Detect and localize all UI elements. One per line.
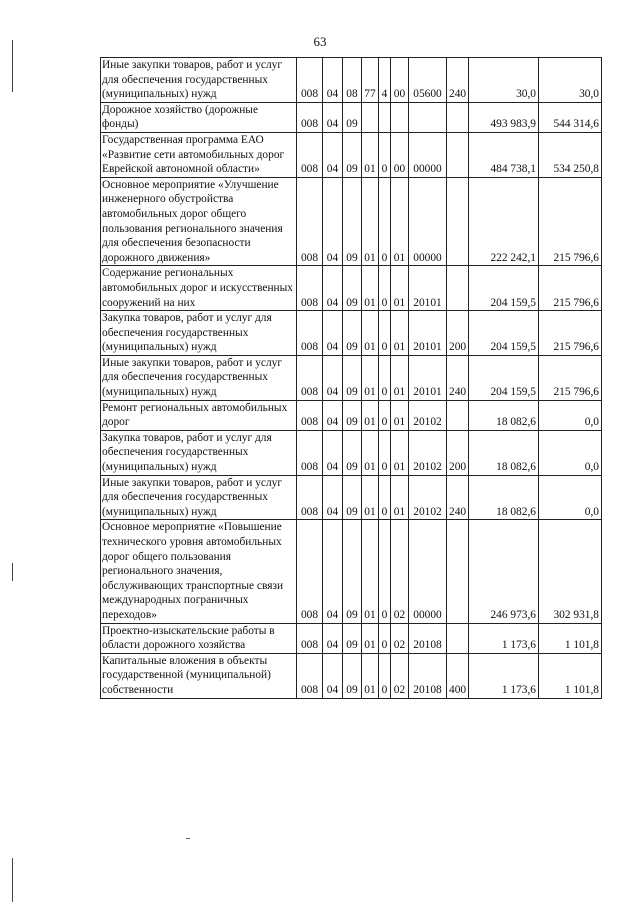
item-code-cell: 00000 bbox=[409, 132, 447, 177]
ministry-code-cell: 008 bbox=[297, 623, 323, 653]
item-code-cell bbox=[409, 102, 447, 132]
subsection-code-cell: 09 bbox=[343, 132, 362, 177]
ministry-code-cell: 008 bbox=[297, 266, 323, 311]
row-name-cell: Иные закупки товаров, работ и услуг для обеспечения государственных (муниципальных) нужд bbox=[101, 58, 297, 103]
item-code-cell: 20108 bbox=[409, 623, 447, 653]
amount-year-1-cell: 1 173,6 bbox=[469, 623, 539, 653]
program-code-cell: 01 bbox=[362, 475, 379, 520]
amount-year-1-cell: 204 159,5 bbox=[469, 311, 539, 356]
table-row bbox=[101, 102, 602, 132]
amount-year-2-cell: 215 796,6 bbox=[539, 266, 602, 311]
left-margin-line bbox=[12, 40, 13, 92]
table-row bbox=[101, 311, 602, 356]
row-name-cell: Государственная программа ЕАО «Развитие сети автомобильных дорог Еврейской автономной области» bbox=[101, 132, 297, 177]
section-code-cell: 04 bbox=[323, 623, 343, 653]
subprogram-code-cell: 0 bbox=[379, 430, 391, 475]
budget-table bbox=[100, 57, 602, 699]
table-row bbox=[101, 623, 602, 653]
amount-year-2-cell: 302 931,8 bbox=[539, 520, 602, 623]
table-row bbox=[101, 132, 602, 177]
item-code-cell: 20101 bbox=[409, 266, 447, 311]
ministry-code-cell: 008 bbox=[297, 520, 323, 623]
program-code-cell: 01 bbox=[362, 623, 379, 653]
table-row bbox=[101, 266, 602, 311]
expense-type-cell bbox=[447, 623, 469, 653]
expense-type-cell: 400 bbox=[447, 653, 469, 698]
program-code-cell: 01 bbox=[362, 311, 379, 356]
program-code-cell: 77 bbox=[362, 58, 379, 103]
subsection-code-cell: 08 bbox=[343, 58, 362, 103]
row-name-cell: Закупка товаров, работ и услуг для обеспечения государственных (муниципальных) нужд bbox=[101, 430, 297, 475]
amount-year-1-cell: 484 738,1 bbox=[469, 132, 539, 177]
row-name-cell: Ремонт региональных автомобильных дорог bbox=[101, 400, 297, 430]
block-code-cell: 01 bbox=[391, 177, 409, 266]
expense-type-cell bbox=[447, 132, 469, 177]
subprogram-code-cell: 0 bbox=[379, 400, 391, 430]
amount-year-1-cell: 246 973,6 bbox=[469, 520, 539, 623]
subprogram-code-cell: 0 bbox=[379, 266, 391, 311]
subsection-code-cell: 09 bbox=[343, 430, 362, 475]
program-code-cell: 01 bbox=[362, 132, 379, 177]
block-code-cell: 01 bbox=[391, 475, 409, 520]
expense-type-cell: 240 bbox=[447, 355, 469, 400]
subprogram-code-cell bbox=[379, 102, 391, 132]
subprogram-code-cell: 0 bbox=[379, 520, 391, 623]
subsection-code-cell: 09 bbox=[343, 400, 362, 430]
section-code-cell: 04 bbox=[323, 475, 343, 520]
block-code-cell bbox=[391, 102, 409, 132]
row-name-cell: Иные закупки товаров, работ и услуг для обеспечения государственных (муниципальных) нужд bbox=[101, 355, 297, 400]
amount-year-2-cell: 0,0 bbox=[539, 430, 602, 475]
subsection-code-cell: 09 bbox=[343, 102, 362, 132]
section-code-cell: 04 bbox=[323, 430, 343, 475]
table-row bbox=[101, 355, 602, 400]
ministry-code-cell: 008 bbox=[297, 58, 323, 103]
amount-year-1-cell: 204 159,5 bbox=[469, 266, 539, 311]
item-code-cell: 00000 bbox=[409, 520, 447, 623]
item-code-cell: 20108 bbox=[409, 653, 447, 698]
subprogram-code-cell: 0 bbox=[379, 177, 391, 266]
item-code-cell: 20102 bbox=[409, 430, 447, 475]
expense-type-cell: 240 bbox=[447, 475, 469, 520]
left-margin-line bbox=[12, 563, 13, 581]
block-code-cell: 01 bbox=[391, 400, 409, 430]
program-code-cell: 01 bbox=[362, 177, 379, 266]
amount-year-2-cell: 1 101,8 bbox=[539, 623, 602, 653]
block-code-cell: 01 bbox=[391, 430, 409, 475]
ministry-code-cell: 008 bbox=[297, 355, 323, 400]
ministry-code-cell: 008 bbox=[297, 132, 323, 177]
subprogram-code-cell: 0 bbox=[379, 132, 391, 177]
expense-type-cell bbox=[447, 177, 469, 266]
amount-year-1-cell: 18 082,6 bbox=[469, 475, 539, 520]
row-name-cell: Иные закупки товаров, работ и услуг для обеспечения государственных (муниципальных) нужд bbox=[101, 475, 297, 520]
amount-year-2-cell: 544 314,6 bbox=[539, 102, 602, 132]
expense-type-cell bbox=[447, 102, 469, 132]
amount-year-1-cell: 222 242,1 bbox=[469, 177, 539, 266]
item-code-cell: 20102 bbox=[409, 400, 447, 430]
table-row bbox=[101, 177, 602, 266]
subsection-code-cell: 09 bbox=[343, 355, 362, 400]
subprogram-code-cell: 0 bbox=[379, 355, 391, 400]
block-code-cell: 02 bbox=[391, 520, 409, 623]
subsection-code-cell: 09 bbox=[343, 653, 362, 698]
row-name-cell: Дорожное хозяйство (дорожные фонды) bbox=[101, 102, 297, 132]
table-row bbox=[101, 520, 602, 623]
ministry-code-cell: 008 bbox=[297, 475, 323, 520]
program-code-cell: 01 bbox=[362, 355, 379, 400]
ministry-code-cell: 008 bbox=[297, 653, 323, 698]
subprogram-code-cell: 0 bbox=[379, 623, 391, 653]
section-code-cell: 04 bbox=[323, 520, 343, 623]
section-code-cell: 04 bbox=[323, 102, 343, 132]
block-code-cell: 01 bbox=[391, 311, 409, 356]
subprogram-code-cell: 0 bbox=[379, 653, 391, 698]
item-code-cell: 20101 bbox=[409, 311, 447, 356]
ministry-code-cell: 008 bbox=[297, 311, 323, 356]
program-code-cell: 01 bbox=[362, 520, 379, 623]
subsection-code-cell: 09 bbox=[343, 475, 362, 520]
expense-type-cell: 200 bbox=[447, 311, 469, 356]
section-code-cell: 04 bbox=[323, 311, 343, 356]
amount-year-1-cell: 30,0 bbox=[469, 58, 539, 103]
amount-year-2-cell: 215 796,6 bbox=[539, 311, 602, 356]
subsection-code-cell: 09 bbox=[343, 266, 362, 311]
amount-year-2-cell: 215 796,6 bbox=[539, 177, 602, 266]
amount-year-2-cell: 534 250,8 bbox=[539, 132, 602, 177]
ministry-code-cell: 008 bbox=[297, 400, 323, 430]
table-row bbox=[101, 475, 602, 520]
amount-year-1-cell: 18 082,6 bbox=[469, 430, 539, 475]
subprogram-code-cell: 4 bbox=[379, 58, 391, 103]
section-code-cell: 04 bbox=[323, 400, 343, 430]
amount-year-2-cell: 215 796,6 bbox=[539, 355, 602, 400]
amount-year-1-cell: 493 983,9 bbox=[469, 102, 539, 132]
block-code-cell: 02 bbox=[391, 623, 409, 653]
amount-year-1-cell: 204 159,5 bbox=[469, 355, 539, 400]
left-margin-line bbox=[12, 858, 13, 902]
program-code-cell: 01 bbox=[362, 400, 379, 430]
section-code-cell: 04 bbox=[323, 177, 343, 266]
subsection-code-cell: 09 bbox=[343, 520, 362, 623]
row-name-cell: Капитальные вложения в объекты государственной (муниципальной) собственности bbox=[101, 653, 297, 698]
row-name-cell: Основное мероприятие «Улучшение инженерного обустройства автомобильных дорог общего пользования регионального значения для обеспечения безопасности дорожного движения» bbox=[101, 177, 297, 266]
subprogram-code-cell: 0 bbox=[379, 311, 391, 356]
program-code-cell bbox=[362, 102, 379, 132]
table-row bbox=[101, 653, 602, 698]
section-code-cell: 04 bbox=[323, 132, 343, 177]
amount-year-2-cell: 0,0 bbox=[539, 475, 602, 520]
block-code-cell: 00 bbox=[391, 58, 409, 103]
section-code-cell: 04 bbox=[323, 266, 343, 311]
expense-type-cell: 200 bbox=[447, 430, 469, 475]
program-code-cell: 01 bbox=[362, 653, 379, 698]
ministry-code-cell: 008 bbox=[297, 102, 323, 132]
item-code-cell: 05600 bbox=[409, 58, 447, 103]
amount-year-2-cell: 0,0 bbox=[539, 400, 602, 430]
section-code-cell: 04 bbox=[323, 653, 343, 698]
row-name-cell: Основное мероприятие «Повышение технического уровня автомобильных дорог общего пользования регионального значения, обслуживающих транспортные связи международных пограничных переходов» bbox=[101, 520, 297, 623]
subprogram-code-cell: 0 bbox=[379, 475, 391, 520]
ministry-code-cell: 008 bbox=[297, 430, 323, 475]
table-row bbox=[101, 400, 602, 430]
amount-year-2-cell: 1 101,8 bbox=[539, 653, 602, 698]
program-code-cell: 01 bbox=[362, 430, 379, 475]
item-code-cell: 20101 bbox=[409, 355, 447, 400]
page-number: 63 bbox=[313, 34, 327, 49]
row-name-cell: Содержание региональных автомобильных дорог и искусственных сооружений на них bbox=[101, 266, 297, 311]
subsection-code-cell: 09 bbox=[343, 177, 362, 266]
block-code-cell: 01 bbox=[391, 266, 409, 311]
expense-type-cell: 240 bbox=[447, 58, 469, 103]
table-row bbox=[101, 430, 602, 475]
amount-year-1-cell: 1 173,6 bbox=[469, 653, 539, 698]
subsection-code-cell: 09 bbox=[343, 623, 362, 653]
table-row bbox=[101, 58, 602, 103]
item-code-cell: 00000 bbox=[409, 177, 447, 266]
budget-table-body bbox=[101, 58, 602, 699]
expense-type-cell bbox=[447, 520, 469, 623]
scan-mark bbox=[186, 838, 190, 839]
amount-year-1-cell: 18 082,6 bbox=[469, 400, 539, 430]
block-code-cell: 01 bbox=[391, 355, 409, 400]
block-code-cell: 02 bbox=[391, 653, 409, 698]
subsection-code-cell: 09 bbox=[343, 311, 362, 356]
expense-type-cell bbox=[447, 400, 469, 430]
section-code-cell: 04 bbox=[323, 58, 343, 103]
program-code-cell: 01 bbox=[362, 266, 379, 311]
row-name-cell: Проектно-изыскательские работы в области дорожного хозяйства bbox=[101, 623, 297, 653]
expense-type-cell bbox=[447, 266, 469, 311]
row-name-cell: Закупка товаров, работ и услуг для обеспечения государственных (муниципальных) нужд bbox=[101, 311, 297, 356]
block-code-cell: 00 bbox=[391, 132, 409, 177]
ministry-code-cell: 008 bbox=[297, 177, 323, 266]
amount-year-2-cell: 30,0 bbox=[539, 58, 602, 103]
section-code-cell: 04 bbox=[323, 355, 343, 400]
item-code-cell: 20102 bbox=[409, 475, 447, 520]
